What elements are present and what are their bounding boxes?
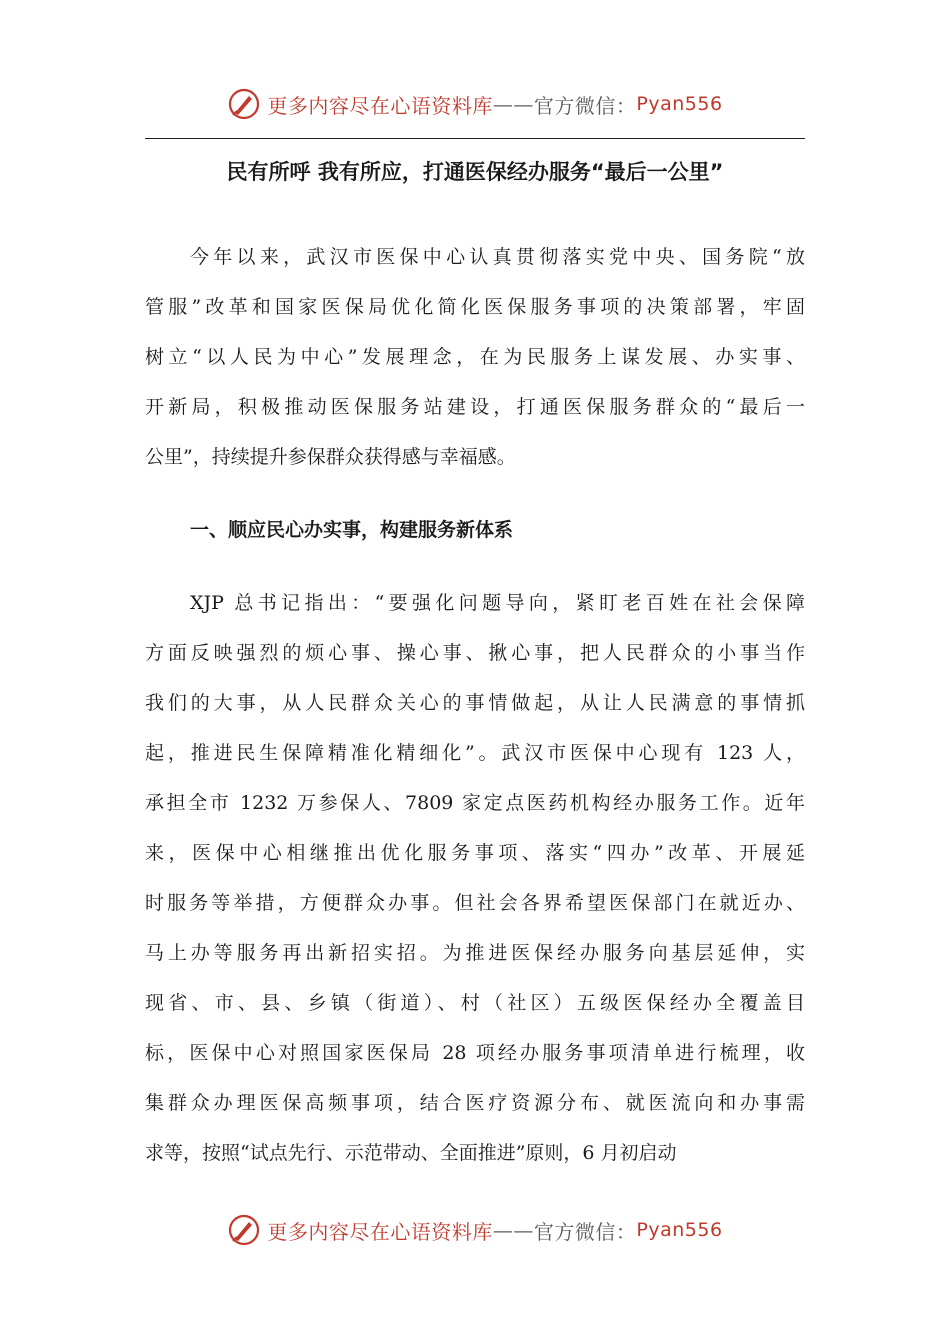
document-title: 民有所呼 我有所应，打通医保经办服务“最后一公里” <box>226 160 724 184</box>
para2-line-5: 承担全市 1232 万参保人、7809 家定点医药机构经办服务工作。近年 <box>145 792 805 814</box>
para2-line-3: 我们的大事，从人民群众关心的事情做起，从让人民满意的事情抓 <box>145 692 805 714</box>
quill-logo-icon <box>227 87 261 121</box>
para2-line-9: 现省、市、县、乡镇（街道）、村（社区）五级医保经办全覆盖目 <box>145 992 805 1014</box>
banner-dash: —— <box>492 1218 534 1242</box>
para2-line-2: 方面反映强烈的烦心事、操心事、揪心事，把人民群众的小事当作 <box>145 642 805 664</box>
para2-line-7: 时服务等举措，方便群众办事。但社会各界希望医保部门在就近办、 <box>145 892 805 914</box>
para2-line-10: 标，医保中心对照国家医保局 28 项经办服务事项清单进行梳理，收 <box>145 1042 805 1064</box>
para2-line-6: 来，医保中心相继推出优化服务事项、落实“四办”改革、开展延 <box>145 842 805 864</box>
para2-line-8: 马上办等服务再出新招实招。为推进医保经办服务向基层延伸，实 <box>145 942 805 964</box>
header-divider <box>145 138 805 139</box>
footer-banner <box>0 1210 950 1250</box>
banner-main-text: 更多内容尽在心语资料库 <box>267 1219 493 1244</box>
banner-wechat-id: Pyan556 <box>636 93 723 115</box>
banner-main-text: 更多内容尽在心语资料库 <box>267 93 493 118</box>
para2-line-4: 起，推进民生保障精准化精细化”。武汉市医保中心现有 123 人， <box>145 742 805 764</box>
header-banner <box>0 84 950 124</box>
para2-line-11: 集群众办理医保高频事项，结合医疗资源分布、就医流向和办事需 <box>145 1092 805 1114</box>
quill-logo-icon <box>227 1213 261 1247</box>
para1-line-3: 树立“以人民为中心”发展理念，在为民服务上谋发展、办实事、 <box>145 346 805 368</box>
para1-line-5: 公里”，持续提升参保群众获得感与幸福感。 <box>145 446 516 468</box>
banner-dash: —— <box>492 92 534 116</box>
para2-line-1: XJP 总书记指出：“要强化问题导向，紧盯老百姓在社会保障 <box>190 592 805 614</box>
banner-official-label: 官方微信： <box>533 1219 637 1244</box>
banner-wechat-id: Pyan556 <box>636 1219 723 1241</box>
para1-line-2: 管服”改革和国家医保局优化简化医保服务事项的决策部署，牢固 <box>145 296 805 318</box>
para2-line-12: 求等，按照“试点先行、示范带动、全面推进”原则，6 月初启动 <box>145 1142 677 1164</box>
banner-official-label: 官方微信： <box>533 93 637 118</box>
section-heading-1: 一、顺应民心办实事，构建服务新体系 <box>190 519 514 541</box>
para1-line-4: 开新局，积极推动医保服务站建设，打通医保服务群众的“最后一 <box>145 396 805 418</box>
para1-line-1: 今年以来，武汉市医保中心认真贯彻落实党中央、国务院“放 <box>190 246 805 268</box>
